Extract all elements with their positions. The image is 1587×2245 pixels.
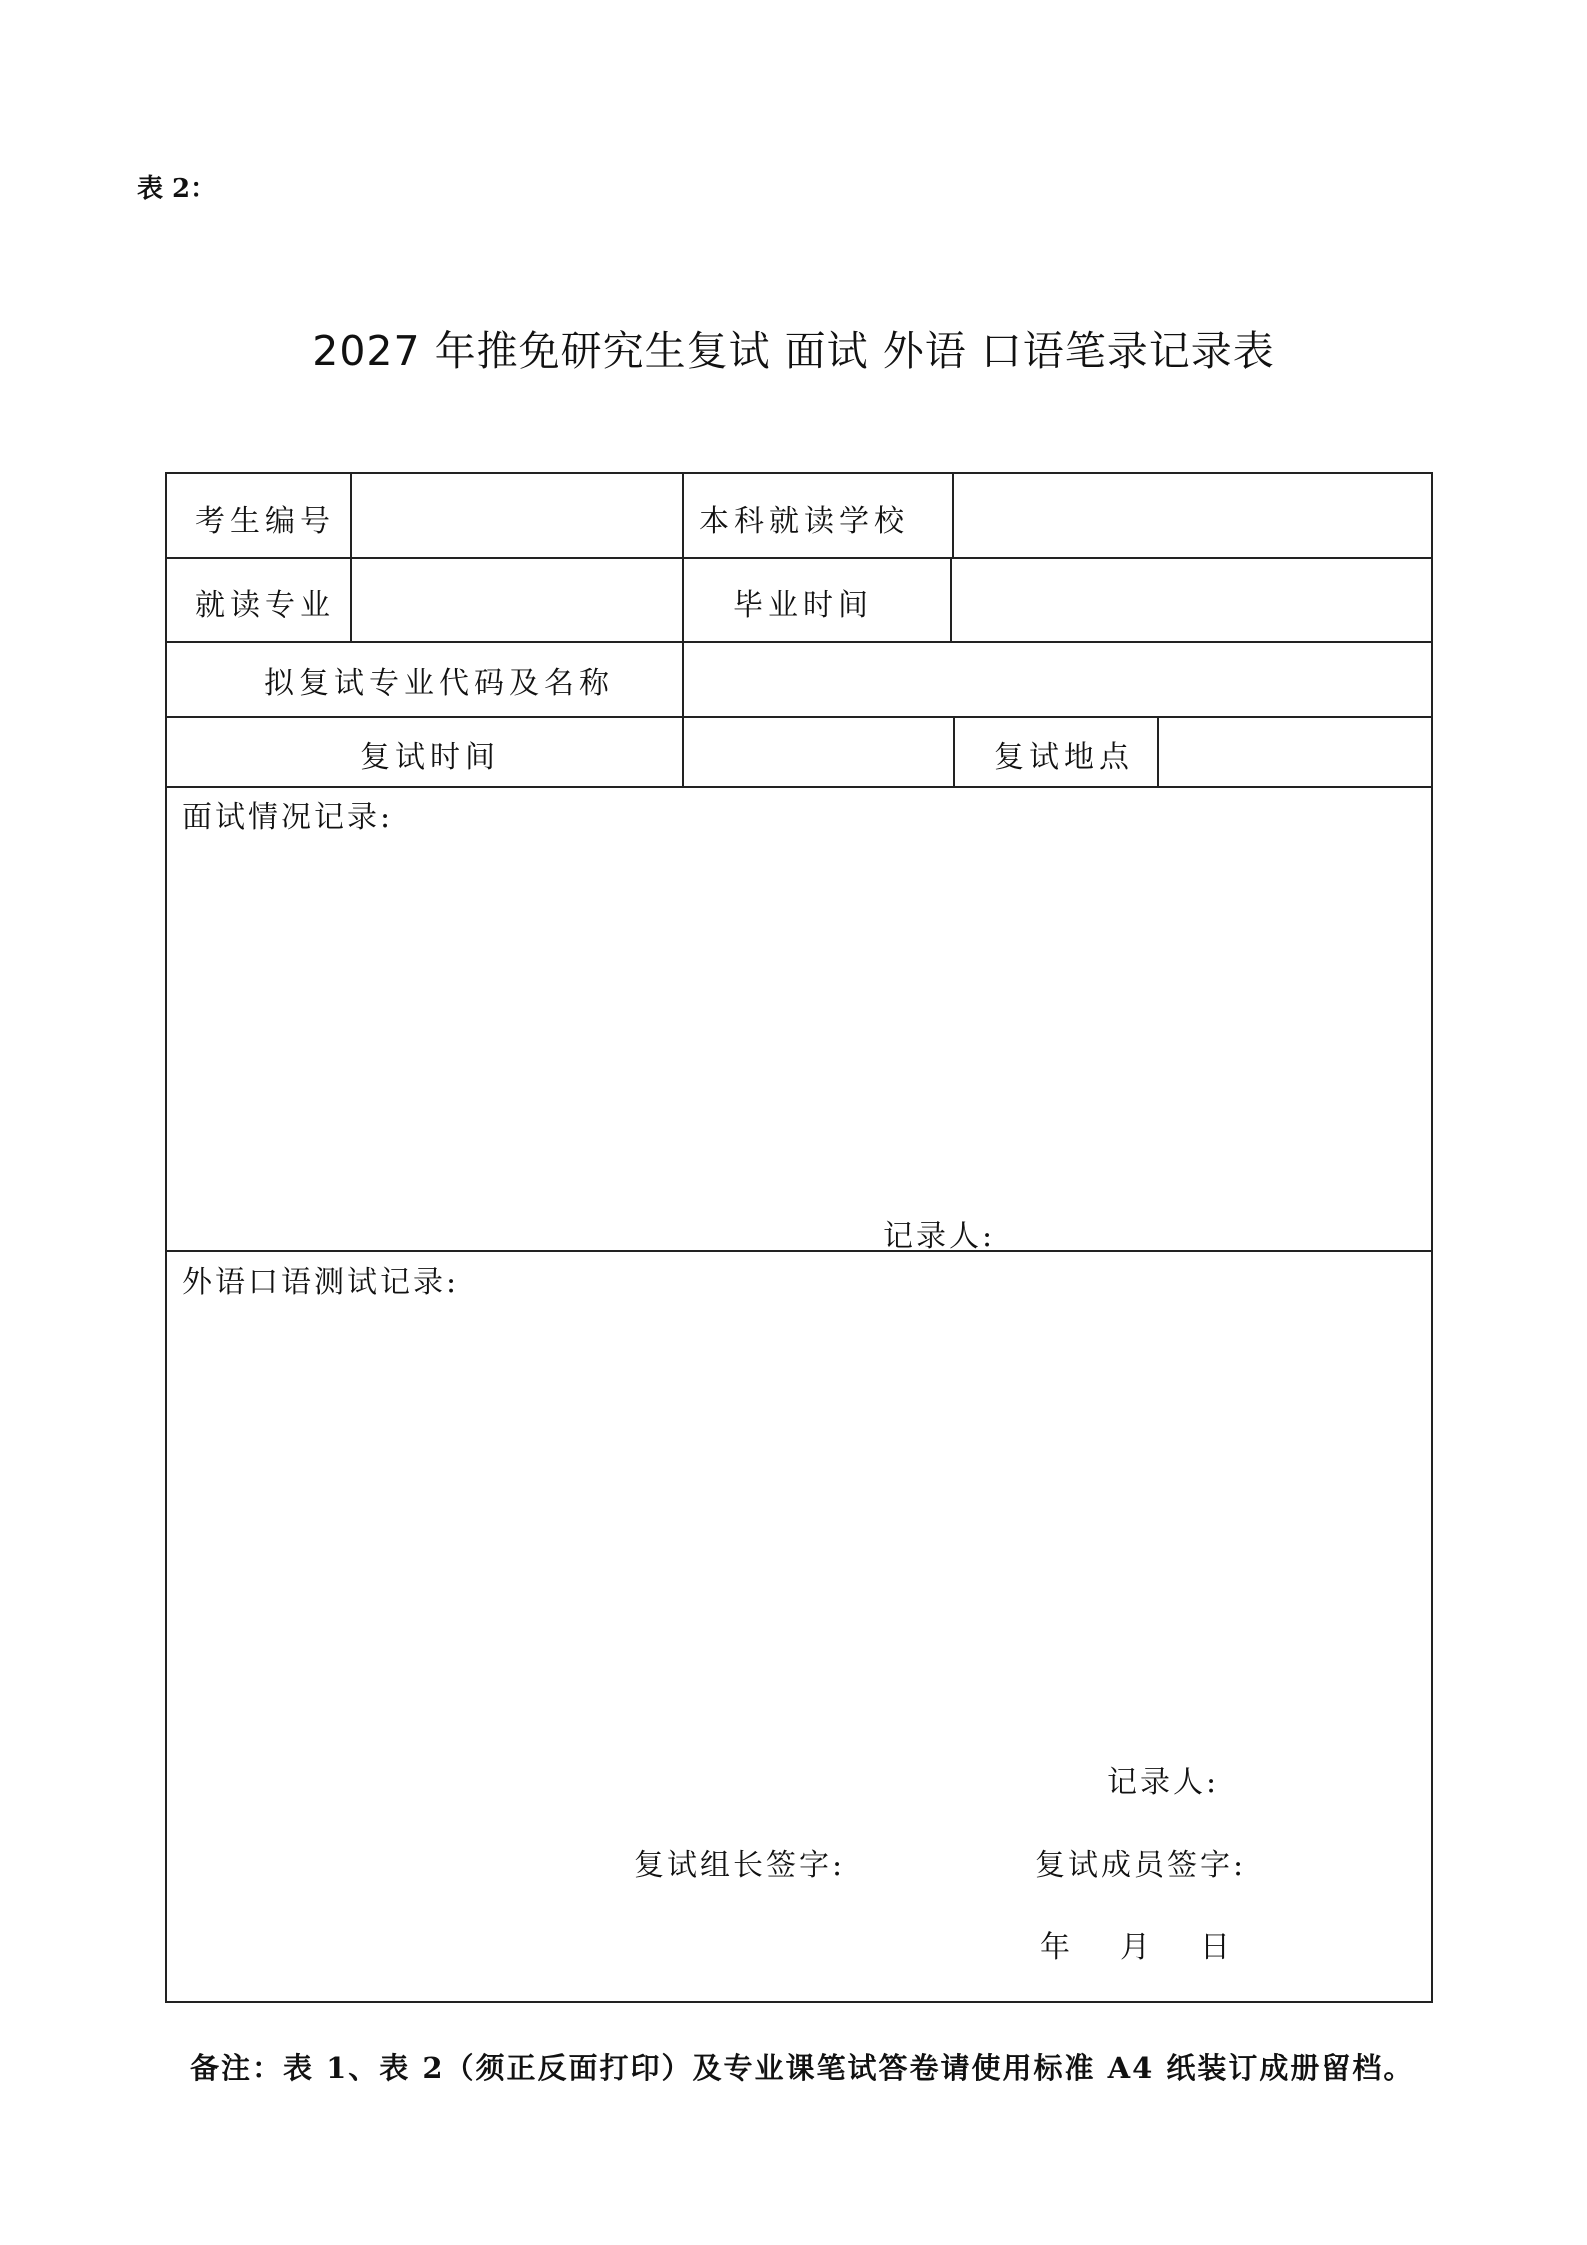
oral-test-record-area[interactable] (167, 1299, 1433, 1719)
oral-test-recorder-label: 记录人: (1107, 1765, 1220, 1800)
undergrad-school-field[interactable] (954, 474, 1433, 557)
retest-leader-signature-label: 复试组长签字: (634, 1848, 846, 1883)
retest-location-field[interactable] (1159, 718, 1433, 786)
retest-record-form (165, 472, 1433, 2003)
major-field[interactable] (352, 559, 680, 641)
candidate-number-label: 考生编号 (195, 504, 335, 539)
page-title: 2027 年推免研究生复试 面试 外语 口语笔录记录表 (312, 327, 1275, 375)
column-divider (953, 716, 955, 786)
interview-recorder-label: 记录人: (883, 1219, 996, 1254)
graduation-time-label: 毕业时间 (733, 588, 873, 623)
undergrad-school-label: 本科就读学校 (699, 504, 909, 539)
graduation-time-field[interactable] (952, 559, 1433, 641)
major-label: 就读专业 (195, 588, 335, 623)
footnote: 备注：表 1、表 2（须正反面打印）及专业课笔试答卷请使用标准 A4 纸装订成册留档。 (190, 2051, 1415, 2085)
candidate-number-field[interactable] (352, 474, 680, 557)
table-number-label: 表 2： (137, 174, 217, 204)
retest-location-label: 复试地点 (994, 740, 1134, 775)
retest-member-signature-label: 复试成员签字: (1035, 1848, 1247, 1883)
interview-record-label: 面试情况记录: (182, 800, 394, 835)
interview-record-area[interactable] (167, 834, 1433, 1184)
row-divider (167, 1250, 1431, 1252)
row-divider (167, 786, 1431, 788)
planned-major-field[interactable] (684, 643, 1433, 716)
date-month-label: 月 (1120, 1930, 1155, 1965)
oral-test-record-label: 外语口语测试记录: (182, 1265, 460, 1300)
date-day-label: 日 (1200, 1930, 1235, 1965)
planned-major-label: 拟复试专业代码及名称 (264, 666, 614, 701)
retest-time-label: 复试时间 (360, 740, 500, 775)
date-year-label: 年 (1040, 1930, 1075, 1965)
retest-time-field[interactable] (684, 718, 951, 786)
